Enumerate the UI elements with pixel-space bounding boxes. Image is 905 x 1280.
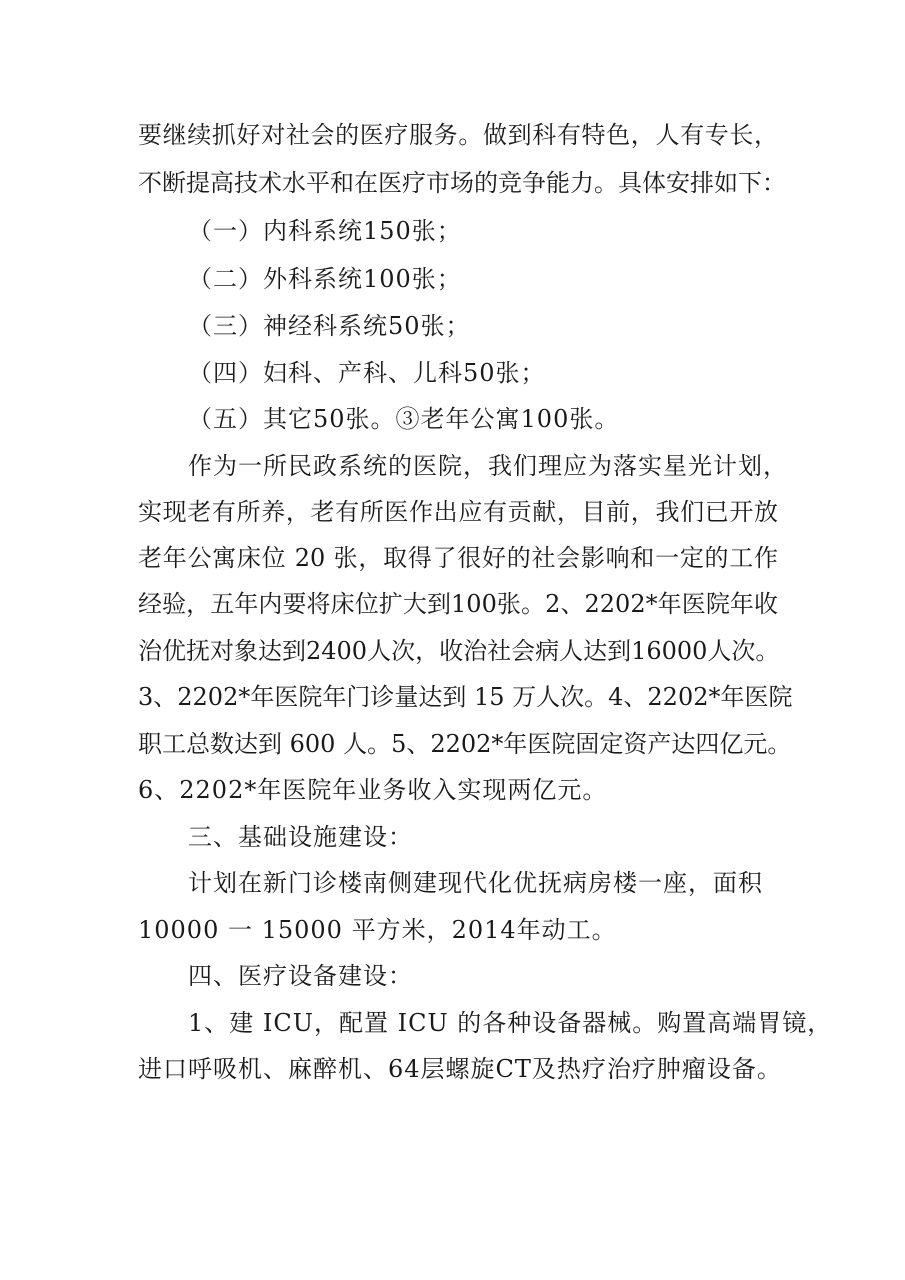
paragraph-start: 作为一所民政系统的医院，我们理应为落实星光计划， (188, 452, 788, 480)
text-line: 实现老有所养，老有所医作出应有贡献，目前，我们已开放 (138, 498, 778, 526)
section-heading: 三、基础设施建设： (188, 823, 413, 851)
text-line: 老年公寓床位 20 张，取得了很好的社会影响和一定的工作 (138, 544, 778, 572)
list-item: （四）妇科、产科、儿科50张； (188, 359, 546, 387)
section-heading: 四、医疗设备建设： (188, 962, 413, 990)
text-line: 治优抚对象达到2400人次，收治社会病人达到16000人次。 (138, 637, 780, 665)
list-item: （二）外科系统100张； (188, 265, 462, 293)
paragraph-start: 计划在新门诊楼南侧建现代化优抚病房楼一座，面积 (188, 869, 763, 897)
list-item: （五）其它50张。③老年公寓100张。 (188, 405, 620, 433)
text-line: 10000 一 15000 平方米，2014年动工。 (138, 916, 617, 944)
text-line: 职工总数达到 600 人。5、2202*年医院固定资产达四亿元。 (138, 730, 792, 758)
text-line: 进口呼吸机、麻醉机、64层螺旋CT及热疗治疗肿瘤设备。 (138, 1055, 782, 1083)
text-line: 3、2202*年医院年门诊量达到 15 万人次。4、2202*年医院 (138, 683, 793, 711)
paragraph-start: 1、建 ICU，配置 ICU 的各种设备器械。购置高端胃镜， (188, 1009, 833, 1037)
text-line: 不断提高技术水平和在医疗市场的竞争能力。具体安排如下： (138, 169, 786, 197)
list-item: （一）内科系统150张； (188, 217, 462, 245)
list-item: （三）神经科系统50张； (188, 312, 471, 340)
text-line: 6、2202*年医院年业务收入实现两亿元。 (138, 776, 608, 804)
text-line: 经验，五年内要将床位扩大到100张。2、2202*年医院年收 (138, 590, 778, 618)
text-line: 要继续抓好对社会的医疗服务。做到科有特色，人有专长， (138, 121, 778, 149)
